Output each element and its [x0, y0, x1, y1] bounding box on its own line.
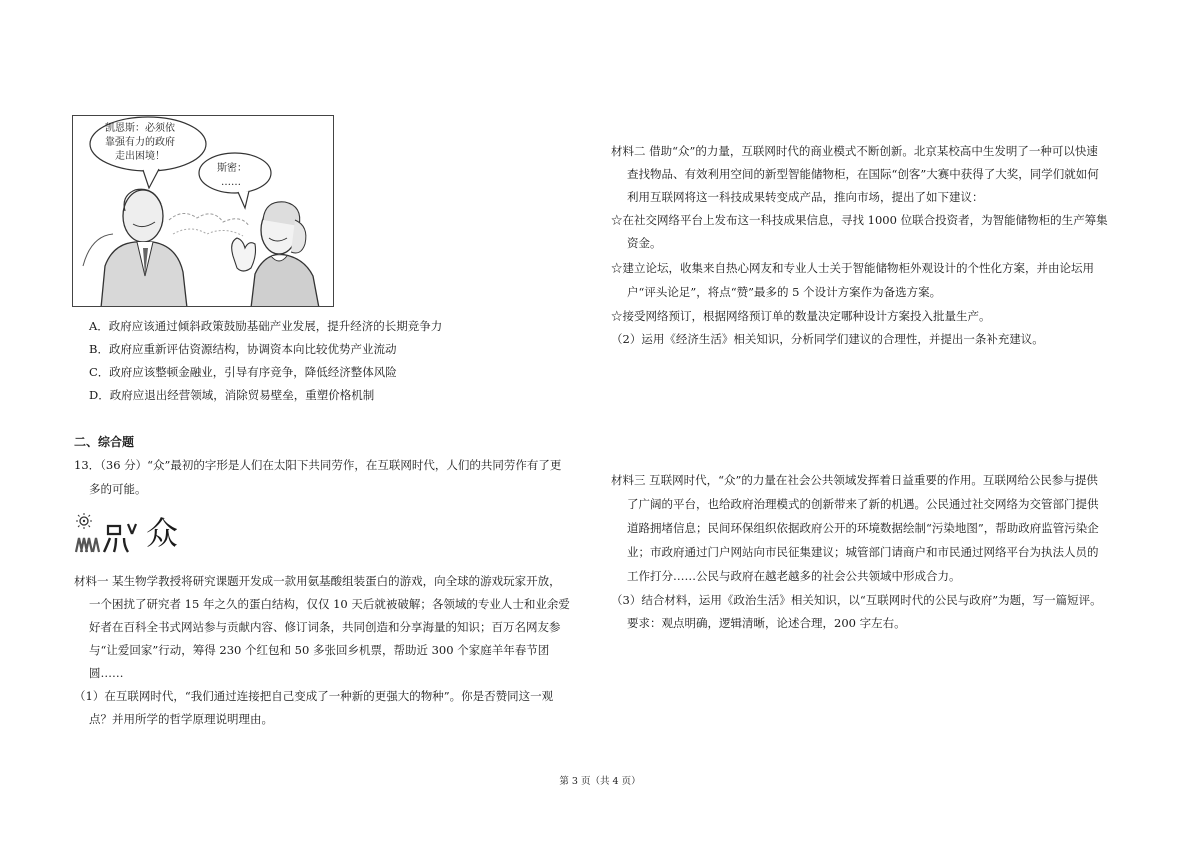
suggestion-1: 资金。: [627, 236, 662, 250]
keynes-quote-line: 靠强有力的政府: [105, 137, 175, 148]
option-d: D．政府应退出经营领域，消除贸易壁垒，重塑价格机制: [89, 388, 375, 402]
material2-line: 利用互联网将这一科技成果转变成产品，推向市场，提出了如下建议：: [627, 190, 984, 204]
section-title: 二、综合题: [74, 435, 135, 449]
keynes-quote-line: 走出困境！: [115, 151, 165, 162]
material3-line: 道路拥堵信息；民间环保组织依据政府公开的环境数据绘制“污染地图”，帮助政府监管污染企: [627, 521, 1099, 535]
q13-intro-line: 13．（36 分）“众”最初的字形是人们在太阳下共同劳作，在互联网时代，人们的共同劳作有了更: [74, 458, 562, 472]
zhong-glyph-evolution: [72, 512, 184, 556]
material2-line: 材料二 借助“众”的力量，互联网时代的商业模式不断创新。北京某校高中生发明了一种可以快速: [611, 144, 1098, 158]
smith-quote-line: 斯密：: [217, 163, 247, 174]
material3-line: 材料三 互联网时代，“众”的力量在社会公共领域发挥着日益重要的作用。互联网给公民参与提供: [611, 473, 1098, 487]
question-1: （1）在互联网时代，“我们通过连接把自己变成了一种新的更强大的物种”。你是否赞同这一观: [74, 689, 554, 703]
q13-intro-line: 多的可能。: [89, 482, 147, 496]
question-2: （2）运用《经济生活》相关知识，分析同学们建议的合理性，并提出一条补充建议。: [611, 332, 1044, 346]
material1-line: 与“让爱回家”行动，筹得 230 个红包和 50 多张回乡机票，帮助近 300 个家庭羊年春节团: [89, 643, 550, 657]
page-footer: 第 3 页（共 4 页）: [559, 776, 641, 787]
smith-quote-line: ……: [221, 177, 241, 188]
material1-line: 圆……: [89, 666, 124, 680]
material1-line: 一个困扰了研究者 15 年之久的蛋白结构，仅仅 10 天后就被破解；各领域的专业人士和业余爱: [89, 597, 570, 611]
material1-line: 好者在百科全书式网站参与贡献内容、修订词条，共同创造和分享海量的知识；百万名网友参: [89, 620, 561, 634]
cartoon-illustration: [72, 115, 334, 307]
suggestion-2: ☆建立论坛，收集来自热心网友和专业人士关于智能储物柜外观设计的个性化方案，并由论坛用: [611, 261, 1094, 275]
suggestion-3: ☆接受网络预订，根据网络预订单的数量决定哪种设计方案投入批量生产。: [611, 309, 991, 323]
material1-line: 材料一 某生物学教授将研究课题开发成一款用氨基酸组装蛋白的游戏，向全球的游戏玩家开放，: [74, 574, 561, 588]
zhong-character: 众: [146, 514, 179, 552]
option-c: C．政府应该整顿金融业，引导有序竞争，降低经济整体风险: [89, 365, 397, 379]
material3-line: 业；市政府通过门户网站向市民征集建议；城管部门请商户和市民通过网络平台为执法人员的: [627, 545, 1099, 559]
suggestion-1: ☆在社交网络平台上发布这一科技成果信息，寻找 1000 位联合投资者，为智能储物柜的生产筹集: [611, 213, 1108, 227]
material2-line: 查找物品、有效利用空间的新型智能储物柜，在国际“创客”大赛中获得了大奖，同学们就如何: [627, 167, 1099, 181]
material3-line: 工作打分……公民与政府在越老越多的社会公共领域中形成合力。: [627, 569, 961, 583]
material3-line: 了广阔的平台，也给政府治理模式的创新带来了新的机遇。公民通过社交网络为交管部门提供: [627, 497, 1099, 511]
question-3: 要求：观点明确，逻辑清晰，论述合理，200 字左右。: [627, 616, 906, 630]
keynes-quote-line: 凯恩斯：必须依: [105, 123, 175, 134]
option-b: B．政府应重新评估资源结构，协调资本向比较优势产业流动: [89, 342, 397, 356]
question-1: 点？并用所学的哲学原理说明理由。: [89, 712, 273, 726]
suggestion-2: 户“评头论足”，将点“赞”最多的 5 个设计方案作为备选方案。: [627, 285, 942, 299]
option-a: A．政府应该通过倾斜政策鼓励基础产业发展，提升经济的长期竞争力: [89, 319, 443, 333]
question-3: （3）结合材料，运用《政治生活》相关知识，以“互联网时代的公民与政府”为题，写一篇短评。: [611, 593, 1102, 607]
